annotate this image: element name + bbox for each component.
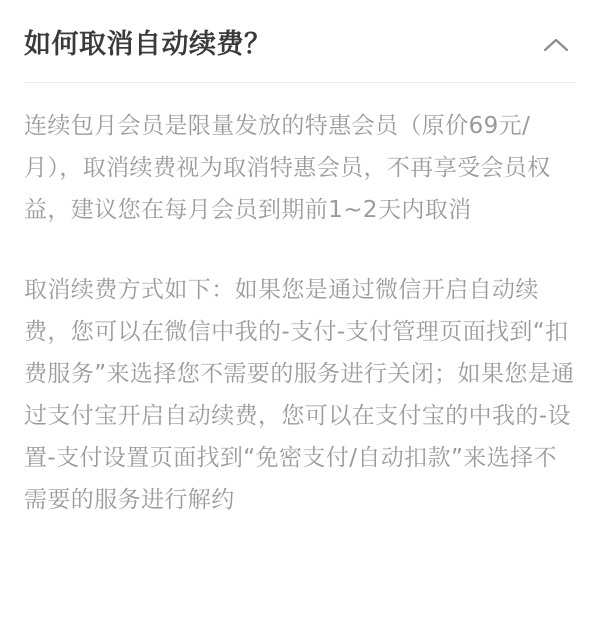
faq-header[interactable] <box>24 26 576 82</box>
faq-answer-paragraph: 取消续费方式如下：如果您是通过微信开启自动续费，您可以在微信中我的-支付-支付管理页面找到“扣费服务”来选择您不需要的服务进行关闭；如果您是通过支付宝开启自动续费，您可以在支付宝的中我的-设置-支付设置页面找到“免密支付/自动扣款”来选择不需要的服务进行解约 <box>24 277 575 513</box>
chevron-up-icon-glyph <box>543 37 569 53</box>
faq-answer-paragraph: 连续包月会员是限量发放的特惠会员（原价69元/月），取消续费视为取消特惠会员，不再享受会员权益，建议您在每月会员到期前1~2天内取消 <box>24 113 551 223</box>
faq-answer-body <box>24 105 576 521</box>
faq-question-title: 如何取消自动续费？ <box>24 29 272 60</box>
header-divider <box>24 82 576 83</box>
chevron-up-icon[interactable] <box>536 26 576 64</box>
